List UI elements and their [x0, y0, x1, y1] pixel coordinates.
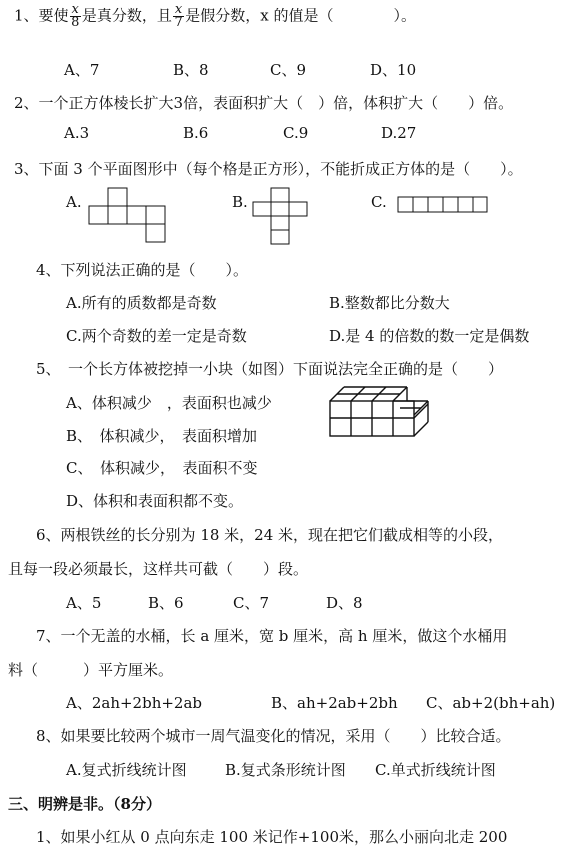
q2-option-d: D.27 [381, 124, 417, 142]
q2-option-b: B.6 [183, 124, 209, 142]
q5-option-a: A、体积减少 ，表面积也减少 [66, 394, 272, 412]
q7-option-c: C、ab+2(bh+ah) [426, 694, 556, 712]
q1-post: 是假分数，x 的值是（ ）。 [185, 6, 416, 25]
q8-question: 8、如果要比较两个城市一周气温变化的情况，采用（ ）比较合适。 [36, 727, 511, 745]
q1-fraction-x-over-8: $\frac{x}{8}$ [71, 2, 80, 30]
q1-fraction-x-over-7: $\frac{x}{7}$ [174, 2, 183, 30]
q1-line [14, 4, 416, 29]
q5-option-b: B、 体积减少， 表面积增加 [66, 427, 258, 445]
q6-option-d: D、8 [326, 594, 363, 612]
q4-option-c: C.两个奇数的差一定是奇数 [66, 327, 247, 345]
q8-option-a: A.复式折线统计图 [66, 761, 187, 779]
q6-option-b: B、6 [148, 594, 184, 612]
q2-option-c: C.9 [283, 124, 309, 142]
q3-label-c: C. [371, 193, 387, 211]
q4-option-b: B.整数都比分数大 [329, 294, 450, 312]
q3-label-a: A. [66, 193, 82, 211]
q4-question: 4、下列说法正确的是（ ）。 [36, 261, 249, 279]
section3-item1: 1、如果小红从 0 点向东走 100 米记作+100米，那么小丽向北走 200 [36, 828, 508, 846]
q7-option-b: B、ah+2ab+2bh [271, 694, 398, 712]
q3-net-a-figure [88, 187, 173, 243]
q2-question: 2、一个正方体棱长扩大3倍，表面积扩大（ ）倍，体积扩大（ ）倍。 [14, 94, 514, 112]
q3-label-b: B. [232, 193, 248, 211]
q6-question-line1: 6、两根铁丝的长分别为 18 米，24 米，现在把它们截成相等的小段， [36, 526, 504, 544]
q7-question-line2: 料（ ）平方厘米。 [8, 661, 174, 679]
q6-question-line2: 且每一段必须最长，这样共可截（ ）段。 [8, 560, 309, 578]
q1-option-b: B、8 [173, 61, 209, 79]
q3-question: 3、下面 3 个平面图形中（每个格是正方形），不能折成正方体的是（ ）。 [14, 160, 523, 178]
q8-option-c: C.单式折线统计图 [375, 761, 496, 779]
q1-option-d: D、10 [370, 61, 417, 79]
q4-option-d: D.是 4 的倍数的数一定是偶数 [329, 327, 530, 345]
q5-option-c: C、 体积减少， 表面积不变 [66, 459, 258, 477]
q1-pre: 1、要使 [14, 6, 69, 25]
q8-option-b: B.复式条形统计图 [225, 761, 346, 779]
q1-option-a: A、7 [64, 61, 100, 79]
q5-option-d: D、体积和表面积都不变。 [66, 492, 244, 510]
q6-option-c: C、7 [233, 594, 270, 612]
q2-option-a: A.3 [64, 124, 90, 142]
section3-title: 三、明辨是非。（8分） [8, 795, 161, 813]
q3-net-c-figure [397, 193, 489, 215]
q7-option-a: A、2ah+2bh+2ab [66, 694, 203, 712]
q1-mid: 是真分数，且 [81, 6, 172, 25]
q6-option-a: A、5 [66, 594, 102, 612]
q4-option-a: A.所有的质数都是奇数 [66, 294, 217, 312]
q5-cuboid-figure [329, 384, 431, 438]
q1-option-c: C、9 [270, 61, 307, 79]
q7-question-line1: 7、一个无盖的水桶，长 a 厘米，宽 b 厘米，高 h 厘米，做这个水桶用 [36, 627, 508, 645]
q3-net-b-figure [252, 187, 312, 247]
q5-question: 5、 一个长方体被挖掉一小块（如图）下面说法完全正确的是（ ） [36, 360, 504, 378]
